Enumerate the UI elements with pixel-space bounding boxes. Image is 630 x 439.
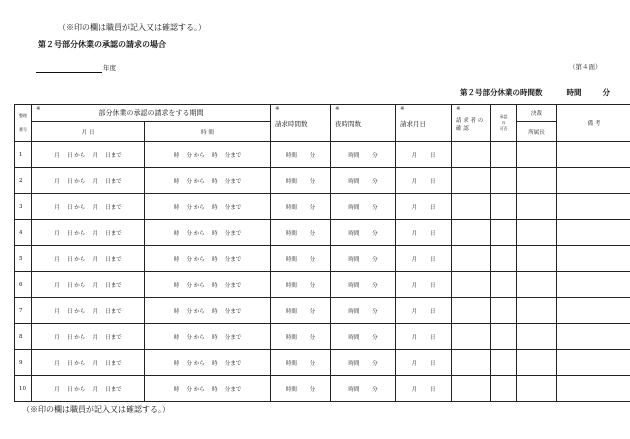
- approve-cell[interactable]: [491, 324, 517, 350]
- requester-confirm-cell[interactable]: [452, 350, 491, 376]
- approve-line3: 可否: [499, 126, 508, 131]
- request-date-cell[interactable]: 月 日: [396, 272, 452, 298]
- form-heading: 第２号部分休業の承認の請求の場合: [38, 40, 166, 49]
- request-date-mark: ※: [400, 106, 405, 112]
- approve-cell[interactable]: [491, 220, 517, 246]
- table-row: [15, 220, 630, 246]
- request-hours-header: [271, 105, 331, 142]
- date-col-header: 月 日: [32, 122, 145, 142]
- request-hours-cell[interactable]: 時間 分: [271, 220, 331, 246]
- chief-cell[interactable]: [517, 246, 557, 272]
- table-body: [15, 142, 630, 402]
- requester-confirm-cell[interactable]: [452, 220, 491, 246]
- time-range-cell[interactable]: 時 分 から 時 分まで: [145, 376, 271, 402]
- request-table: [14, 104, 630, 402]
- row-number: 2: [15, 168, 32, 194]
- table-row: [15, 168, 630, 194]
- request-hours-cell[interactable]: 時間 分: [271, 246, 331, 272]
- approve-cell[interactable]: [491, 376, 517, 402]
- request-hours-cell[interactable]: 時間 分: [271, 376, 331, 402]
- top-note: （※印の欄は職員が記入又は確認する。）: [58, 23, 206, 32]
- request-date-cell[interactable]: 月 日: [396, 142, 452, 168]
- remarks-cell[interactable]: [557, 272, 630, 298]
- date-range-cell[interactable]: 月 日 から 月 日まで: [32, 324, 145, 350]
- time-col-header: 時 間: [145, 122, 271, 142]
- request-date-cell[interactable]: 月 日: [396, 246, 452, 272]
- request-date-cell[interactable]: 月 日: [396, 376, 452, 402]
- remarks-cell[interactable]: [557, 376, 630, 402]
- chief-cell[interactable]: [517, 142, 557, 168]
- bottom-note: （※印の欄は職員が記入又は確認する。）: [22, 405, 170, 414]
- request-hours-label: 請求時間数: [275, 120, 308, 128]
- request-hours-cell[interactable]: 時間 分: [271, 194, 331, 220]
- time-range-cell[interactable]: 時 分 から 時 分まで: [145, 298, 271, 324]
- remarks-cell[interactable]: [557, 324, 630, 350]
- approve-header: [491, 105, 517, 142]
- table-row: [15, 272, 630, 298]
- time-range-cell[interactable]: 時 分 から 時 分まで: [145, 142, 271, 168]
- requester-confirm-header: [452, 105, 491, 142]
- col-number-line2: 番号: [19, 127, 27, 132]
- remarks-cell[interactable]: [557, 298, 630, 324]
- minutes-unit: 分: [602, 88, 610, 97]
- col-number-header: [15, 105, 32, 142]
- chief-cell[interactable]: [517, 194, 557, 220]
- night-hours-cell[interactable]: 時間 分: [331, 194, 396, 220]
- row-number: 3: [15, 194, 32, 220]
- remarks-cell[interactable]: [557, 350, 630, 376]
- requester-confirm-cell[interactable]: [452, 194, 491, 220]
- request-hours-cell[interactable]: 時間 分: [271, 350, 331, 376]
- year-input-line[interactable]: [36, 72, 102, 73]
- request-hours-cell[interactable]: 時間 分: [271, 142, 331, 168]
- decision-header: 決裁: [517, 105, 557, 122]
- col-number-line1: 整理: [19, 113, 27, 118]
- remarks-cell[interactable]: [557, 220, 630, 246]
- night-hours-cell[interactable]: 時間 分: [331, 272, 396, 298]
- row-number: 6: [15, 272, 32, 298]
- requester-confirm-mark: ※: [456, 106, 461, 112]
- table-row: [15, 298, 630, 324]
- hours-summary: [460, 87, 610, 98]
- request-hours-mark: ※: [275, 106, 280, 112]
- time-range-cell[interactable]: 時 分 から 時 分まで: [145, 246, 271, 272]
- night-hours-cell[interactable]: 時間 分: [331, 246, 396, 272]
- remarks-cell[interactable]: [557, 142, 630, 168]
- time-range-cell[interactable]: 時 分 から 時 分まで: [145, 220, 271, 246]
- chief-header: 所属長: [517, 122, 557, 142]
- date-range-cell[interactable]: 月 日 から 月 日まで: [32, 376, 145, 402]
- remarks-cell[interactable]: [557, 246, 630, 272]
- approve-cell[interactable]: [491, 142, 517, 168]
- approve-cell[interactable]: [491, 350, 517, 376]
- request-date-header: [396, 105, 452, 142]
- table-row: [15, 246, 630, 272]
- request-date-cell[interactable]: 月 日: [396, 324, 452, 350]
- row-number: 5: [15, 246, 32, 272]
- time-range-cell[interactable]: 時 分 から 時 分まで: [145, 324, 271, 350]
- row-number: 10: [15, 376, 32, 402]
- period-mark: ※: [36, 106, 41, 112]
- night-hours-header: [331, 105, 396, 142]
- row-number: 1: [15, 142, 32, 168]
- year-label: 年度: [103, 64, 116, 72]
- request-hours-cell[interactable]: 時間 分: [271, 324, 331, 350]
- night-hours-label: 夜時間数: [335, 120, 361, 128]
- night-hours-cell[interactable]: 時間 分: [331, 298, 396, 324]
- request-hours-cell[interactable]: 時間 分: [271, 168, 331, 194]
- approve-cell[interactable]: [491, 272, 517, 298]
- date-range-cell[interactable]: 月 日 から 月 日まで: [32, 350, 145, 376]
- requester-confirm-cell[interactable]: [452, 246, 491, 272]
- date-range-cell[interactable]: 月 日 から 月 日まで: [32, 298, 145, 324]
- table-row: [15, 194, 630, 220]
- approve-cell[interactable]: [491, 298, 517, 324]
- night-hours-cell[interactable]: 時間 分: [331, 376, 396, 402]
- time-range-cell[interactable]: 時 分 から 時 分まで: [145, 168, 271, 194]
- row-number: 7: [15, 298, 32, 324]
- row-number: 8: [15, 324, 32, 350]
- request-date-cell[interactable]: 月 日: [396, 220, 452, 246]
- date-range-cell[interactable]: 月 日 から 月 日まで: [32, 142, 145, 168]
- requester-confirm-line2: 確 認: [456, 126, 469, 132]
- period-header: [32, 105, 271, 122]
- approve-line2: の: [501, 120, 506, 125]
- remarks-header: 備 考: [557, 105, 630, 142]
- request-date-cell[interactable]: 月 日: [396, 350, 452, 376]
- chief-cell[interactable]: [517, 324, 557, 350]
- time-range-cell[interactable]: 時 分 から 時 分まで: [145, 350, 271, 376]
- date-range-cell[interactable]: 月 日 から 月 日まで: [32, 194, 145, 220]
- approve-cell[interactable]: [491, 168, 517, 194]
- requester-confirm-line1: 請 求 者 の: [456, 118, 484, 124]
- period-title: 部分休業の承認の請求をする期間: [98, 109, 204, 117]
- request-date-cell[interactable]: 月 日: [396, 194, 452, 220]
- night-hours-cell[interactable]: 時間 分: [331, 350, 396, 376]
- date-range-cell[interactable]: 月 日 から 月 日まで: [32, 168, 145, 194]
- night-hours-cell[interactable]: 時間 分: [331, 142, 396, 168]
- row-number: 9: [15, 350, 32, 376]
- time-range-cell[interactable]: 時 分 から 時 分まで: [145, 272, 271, 298]
- requester-confirm-cell[interactable]: [452, 168, 491, 194]
- table-row: [15, 142, 630, 168]
- table-row: [15, 350, 630, 376]
- request-date-cell[interactable]: 月 日: [396, 298, 452, 324]
- requester-confirm-cell[interactable]: [452, 376, 491, 402]
- request-hours-cell[interactable]: 時間 分: [271, 272, 331, 298]
- requester-confirm-cell[interactable]: [452, 324, 491, 350]
- remarks-cell[interactable]: [557, 194, 630, 220]
- request-hours-cell[interactable]: 時間 分: [271, 298, 331, 324]
- row-number: 4: [15, 220, 32, 246]
- date-range-cell[interactable]: 月 日 から 月 日まで: [32, 220, 145, 246]
- night-hours-cell[interactable]: 時間 分: [331, 324, 396, 350]
- chief-cell[interactable]: [517, 168, 557, 194]
- hours-summary-label: 第２号部分休業の時間数: [460, 88, 543, 97]
- approve-line1: 承認: [499, 114, 508, 119]
- night-hours-cell[interactable]: 時間 分: [331, 220, 396, 246]
- table-row: [15, 376, 630, 402]
- date-range-cell[interactable]: 月 日 から 月 日まで: [32, 246, 145, 272]
- approve-cell[interactable]: [491, 246, 517, 272]
- date-range-cell[interactable]: 月 日 から 月 日まで: [32, 272, 145, 298]
- chief-cell[interactable]: [517, 220, 557, 246]
- requester-confirm-cell[interactable]: [452, 298, 491, 324]
- chief-cell[interactable]: [517, 272, 557, 298]
- table-row: [15, 324, 630, 350]
- request-date-cell[interactable]: 月 日: [396, 168, 452, 194]
- requester-confirm-cell[interactable]: [452, 272, 491, 298]
- night-hours-mark: ※: [335, 106, 340, 112]
- page-label: （第４面）: [569, 63, 602, 71]
- chief-cell[interactable]: [517, 350, 557, 376]
- chief-cell[interactable]: [517, 376, 557, 402]
- night-hours-cell[interactable]: 時間 分: [331, 168, 396, 194]
- chief-cell[interactable]: [517, 298, 557, 324]
- requester-confirm-cell[interactable]: [452, 142, 491, 168]
- time-range-cell[interactable]: 時 分 から 時 分まで: [145, 194, 271, 220]
- hours-unit: 時間: [566, 88, 582, 97]
- remarks-cell[interactable]: [557, 168, 630, 194]
- request-date-label: 請求月日: [400, 120, 426, 128]
- approve-cell[interactable]: [491, 194, 517, 220]
